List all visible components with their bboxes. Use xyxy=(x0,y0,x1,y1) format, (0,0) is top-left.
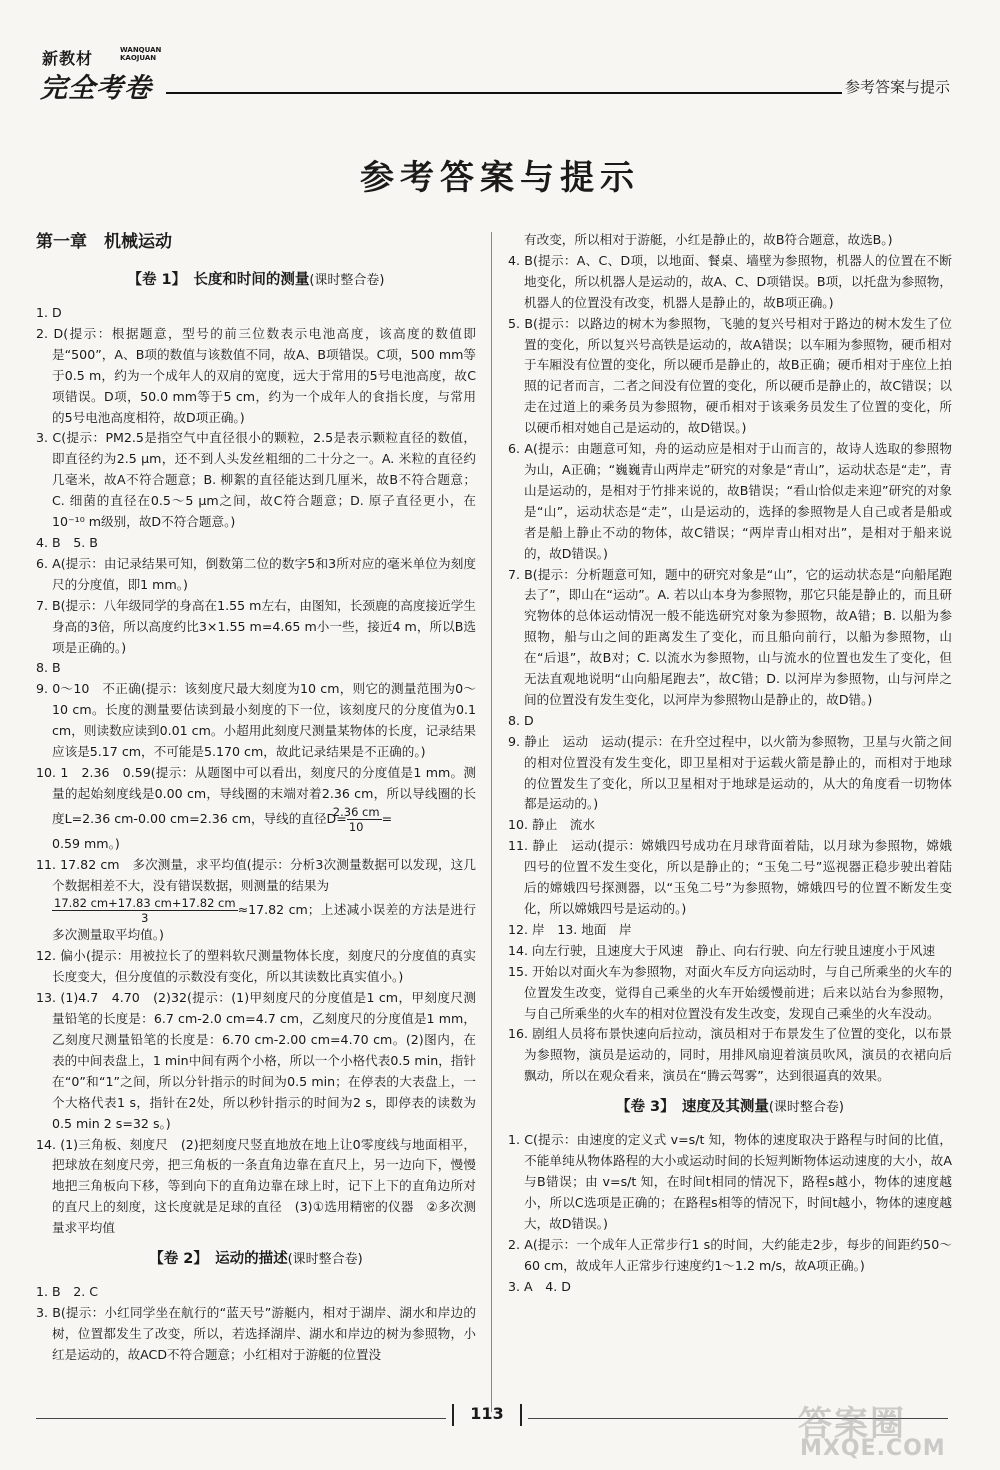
volume-1-subtitle: (课时整合卷) xyxy=(309,273,385,288)
answer-continuation: 有改变，所以相对于游艇，小红是静止的，故B符合题意，故选B。) xyxy=(524,232,893,247)
answer-continuation xyxy=(36,896,476,946)
answer-item: 11. 17.82 cm 多次测量，求平均值(提示：分析3次测量数据可以发现，这几个数据相差不大，没有错误数据，则测量的结果为 xyxy=(36,856,476,893)
answer-item: 11. 静止 运动(提示：嫦娥四号成功在月球背面着陆，以月球为参照物，嫦娥四号的位置不发生变化，所以是静止的；“玉兔二号”巡视器正稳步驶出着陆后的嫦娥四号探测器，以“玉兔二号”为参照物，嫦娥四号的位置不断发生变化，所以嫦娥四号是运动的。) xyxy=(508,838,952,916)
answer-item: 2. D(提示：根据题意，型号的前三位数表示电池高度，该高度的数值即是“500”，A、B项的数值与该数值不同，故A、B项错误。C项，500 mm等于0.5 m，约为一个成年人的双肩的宽度，远大于常用的5号电池高度，故C项错误。D项，50.0 mm等于5 cm，约为一个成年人的食指长度，与常用的5号电池高度相符，故D项正确。) xyxy=(36,325,476,425)
header-divider xyxy=(166,92,842,94)
answer-item: 4. B 5. B xyxy=(36,534,98,550)
watermark-url: MXQE.COM xyxy=(800,1436,946,1461)
answer-item: 16. 剧组人员将布景快速向后拉动，演员相对于布景发生了位置的变化，以布景为参照物，演员是运动的，同时，用排风扇迎着演员吹风，演员的衣裙向后飘动，所以在观众看来，演员在“腾云驾雾”，达到很逼真的效果。 xyxy=(508,1026,952,1084)
answer-text: 10. 1 2.36 0.59(提示：从题图中可以看出，刻度尺的分度值是1 mm。测量的起始刻度线是0.00 cm，导线圈的末端对着2.36 cm，所以导线圈的长度L=2.36 cm-0.00 cm=2.36 cm，导线的直径D= xyxy=(36,764,476,826)
watermark-logo xyxy=(790,1396,960,1462)
volume-2-subtitle: (课时整合卷) xyxy=(287,1252,363,1268)
answer-item: 5. B(提示：以路边的树木为参照物，飞驰的复兴号相对于路边的树木发生了位置的变化，所以复兴号高铁是运动的，故A错误；以车厢为参照物，硬币相对于车厢没有位置的变化，所以硬币是静止的，故B正确；硬币相对于座位上拍照的记者而言，二者之间没有位置的变化，所以硬币是静止的，故C错误；以走在过道上的乘务员为参照物，硬币相对于该乘务员发生了位置的变化，所以硬币相对她自己是运动的，故D错误。) xyxy=(508,315,952,436)
answer-item: 12. 偏小(提示：用被拉长了的塑料软尺测量物体长度，刻度尺的分度值的真实长度变大，但分度值的示数没有变化，所以其读数比真实值小。) xyxy=(36,948,476,985)
page-header xyxy=(36,40,966,104)
fraction-numerator: 17.82 cm+17.83 cm+17.82 cm xyxy=(54,896,236,911)
volume-2-heading xyxy=(36,1247,476,1272)
volume-1-heading xyxy=(36,268,476,293)
answer-item: 3. B(提示：小红同学坐在航行的“蓝天号”游艇内，相对于湖岸、湖水和岸边的树，位置都发生了改变，所以，若选择湖岸、湖水和岸边的树为参照物，小红是运动的，故ACD不符合题意；小红相对于游艇的位置没 xyxy=(36,1304,476,1362)
answer-continuation: 0.59 mm。) xyxy=(52,835,120,851)
answer-item: 7. B(提示：分析题意可知，题中的研究对象是“山”，它的运动状态是“向船尾跑去了”，即山在“运动”。A. 若以山本身为参照物，那它只能是静止的，而且研究物体的总体运动情况一般不能选研究对象为参照物，故A错；B. 以船为参照物，船与山之间的距离发生了变化，而且船向前行，以船为参照物，山在“后退”，故B对；C. 以流水为参照物，山与流水的位置也发生了变化，但无法直观地说明“山向船尾跑去”，故C错；D. 以河岸为参照物，山与河岸之间的位置没有发生变化，以河岸为参照物山是静止的，故D错。) xyxy=(508,566,952,707)
answer-item: 13. (1)4.7 4.70 (2)32(提示：(1)甲刻度尺的分度值是1 cm，甲刻度尺测量铅笔的长度是：6.7 cm-2.0 cm=4.7 cm，乙刻度尺的分度值是1 mm，乙刻度尺测量铅笔的长度是：6.70 cm-2.00 cm=4.70 cm。(2)图内，在表的中间表盘上，1 min中间有两个小格，所以一个小格代表0.5 min，指针在“0”和“1”之间，所以分针指示的时间为0.5 min；在停表的大表盘上，一个大格代表1 s，指针在2处，所以秒针指示的时间为2 s，即停表的读数为0.5 min 2 s=32 s。) xyxy=(36,990,476,1131)
fraction-average xyxy=(52,896,238,925)
answer-item: 8. D xyxy=(508,712,534,728)
answer-item: 9. 0～10 不正确(提示：该刻度尺最大刻度为10 cm，则它的测量范围为0～10 cm。长度的测量要估读到最小刻度的下一位，该刻度尺的分度值为0.1 cm，则读数应读到0.01 cm。小超用此刻度尺测量某物体的长度，记录结果应该是5.17 cm，不可能是5.170 cm，故此记录结果是不正确的。) xyxy=(36,681,476,760)
answer-item: 1. B 2. C xyxy=(36,1284,99,1300)
fraction-denominator: 3 xyxy=(141,911,149,926)
volume-3-label: 【卷 3】 速度及其测量 xyxy=(615,1099,769,1116)
footer-bar-right xyxy=(520,1404,522,1426)
page-number: 113 xyxy=(470,1404,504,1423)
page-title: 参考答案与提示 xyxy=(360,158,640,198)
answer-item: 3. A 4. D xyxy=(508,1278,571,1294)
fraction-diameter xyxy=(332,804,382,834)
answer-item: 12. 岸 13. 地面 岸 xyxy=(508,921,632,937)
answer-item: 9. 静止 运动 运动(提示：在升空过程中，以火箭为参照物，卫星与火箭之间的相对位置没有发生变化，即卫星相对于运载火箭是静止的，而相对于地球的位置发生了变化，所以卫星相对于地球是运动的，从大的角度看一切物体都是运动的。) xyxy=(508,733,952,812)
header-section-title: 参考答案与提示 xyxy=(844,78,950,96)
volume-2-label: 【卷 2】 运动的描述 xyxy=(149,1251,288,1268)
answer-item: 4. B(提示：A、C、D项，以地面、餐桌、墙壁为参照物，机器人的位置在不断地变化，所以机器人是运动的，故A、C、D项错误。B项，以托盘为参照物，机器人的位置没有改变，机器人是静止的，故B项正确。) xyxy=(508,252,952,310)
brand-series-label: 新教材 xyxy=(42,49,94,68)
right-column xyxy=(508,230,952,1297)
answer-item: 14. 向左行驶，且速度大于风速 静止、向右行驶、向左行驶且速度小于风速 xyxy=(508,942,936,958)
fraction-suffix: = xyxy=(381,810,393,826)
left-column xyxy=(36,230,476,1366)
volume-3-heading xyxy=(508,1095,952,1120)
answer-item: 6. A(提示：由记录结果可知，倒数第二位的数字5和3所对应的毫米单位为刻度尺的分度值，即1 mm。) xyxy=(36,555,476,592)
answer-item: 7. B(提示：八年级同学的身高在1.55 m左右，由图知，长颈鹿的高度接近学生身高的3倍，所以高度约比3×1.55 m=4.65 m小一些，接近4 m，所以B选项是正确的。) xyxy=(36,597,476,655)
fraction-suffix: ≈17.82 cm；上述减小误差的方法是进行多次测量取平均值。) xyxy=(52,902,476,943)
answer-item: 2. A(提示：一个成年人正常步行1 s的时间，大约能走2步，每步的间距约50～60 cm，故成年人正常步行速度约1～1.2 m/s，故A项正确。) xyxy=(508,1236,952,1273)
answer-item: 1. D xyxy=(36,305,62,320)
volume-1-label: 【卷 1】 长度和时间的测量 xyxy=(127,272,310,288)
answer-item: 8. B xyxy=(36,660,61,676)
brand-pinyin-line-1: WANQUAN xyxy=(120,46,162,54)
brand-pinyin xyxy=(120,46,161,62)
answer-item: 1. C(提示：由速度的定义式 v=s/t 知，物体的速度取决于路程与时间的比值，不能单纯从物体路程的大小或运动时间的长短判断物体运动速度的大小，故A与B错误；由 v=s/t 知，在时间t相同的情况下，路程s越小，物体的速度越小，所以C选项是正确的；在路程s相等的情况下，时间t越小，物体的速度越大，故D错误。) xyxy=(508,1132,952,1231)
brand-pinyin-line-2: KAOJUAN xyxy=(120,54,157,62)
answer-item: 6. A(提示：由题意可知，舟的运动应是相对于山而言的，故诗人选取的参照物为山，A正确；“巍巍青山两岸走”研究的对象是“青山”，运动状态是“走”，青山是运动的，是相对于竹排来说的，故B错误；“看山恰似走来迎”研究的对象是“山”，运动状态是“走”，山是运动的，选择的参照物是人自己或者是船或者是船上静止不动的物体，故C错误；“两岸青山相对出”，是相对于船来说的，故D错误。) xyxy=(508,441,952,561)
column-divider xyxy=(491,232,492,1412)
answer-item: 10. 静止 流水 xyxy=(508,817,596,833)
chapter-heading: 第一章 机械运动 xyxy=(36,232,172,252)
answer-item: 15. 开始以对面火车为参照物，对面火车反方向运动时，与自己所乘坐的火车的位置发生改变，觉得自己乘坐的火车开始缓慢前进；后来以站台为参照物，与自己所乘坐的火车的相对位置没有发生改变，发现自己乘坐的火车没动。 xyxy=(508,963,952,1021)
answer-item: 3. C(提示：PM2.5是指空气中直径很小的颗粒，2.5是表示颗粒直径的数值，即直径约为2.5 μm，还不到人头发丝粗细的二十分之一。A. 米粒的直径约几毫米，故A不符合题意；B. 柳絮的直径能达到几厘米，故B不符合题意；C. 细菌的直径在0.5～5 μm之间，故C符合题意；D. 原子直径更小，在10⁻¹⁰ m级别，故D不符合题意。) xyxy=(36,430,476,530)
watermark-text: 答案圈 xyxy=(798,1404,906,1444)
volume-3-subtitle: (课时整合卷) xyxy=(768,1100,845,1116)
fraction-numerator: 2.36 cm xyxy=(332,804,380,819)
answer-item: 14. (1)三角板、刻度尺 (2)把刻度尺竖直地放在地上让0零度线与地面相平，把球放在刻度尺旁，把三角板的一条直角边靠在直尺上，另一边向下，慢慢地把三角板向下移，等到向下的直角边靠在球上时，记下上下的直角边所对的直尺上的刻度，这长度就是足球的直径 (3)①选用精密的仪器 ②多次测量求平均值 xyxy=(36,1136,476,1236)
brand-logo-text: 完全考卷 xyxy=(40,73,152,104)
fraction-denominator: 10 xyxy=(348,819,364,834)
answer-item xyxy=(36,763,476,834)
footer-divider-left xyxy=(36,1418,446,1419)
